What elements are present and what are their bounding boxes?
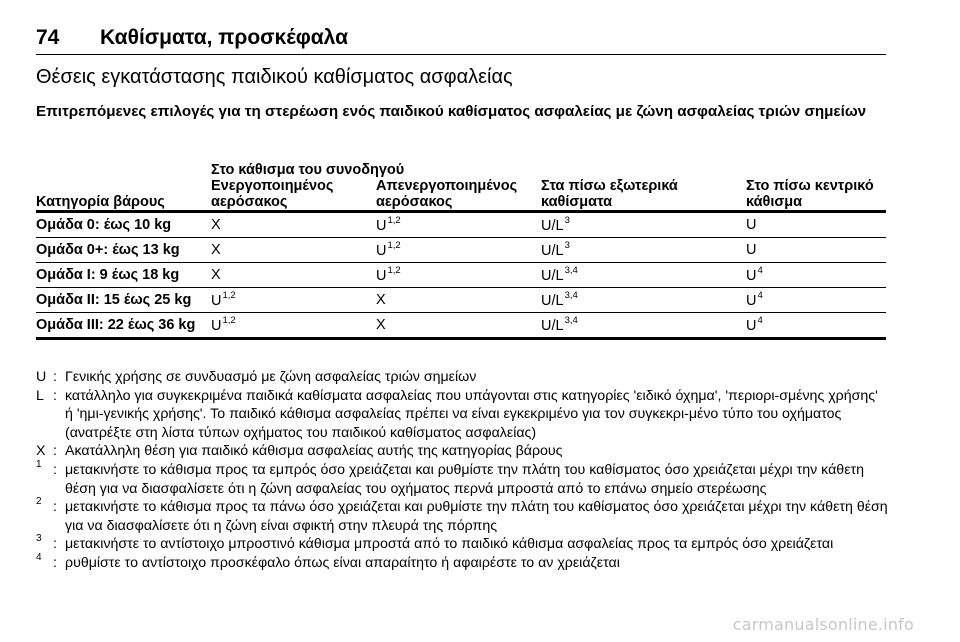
suitability-code: X bbox=[211, 242, 221, 258]
table-row bbox=[36, 313, 886, 339]
column-header: Ενεργοποιημένος αερόσακος bbox=[211, 178, 376, 212]
weight-category-cell: Ομάδα I: 9 έως 18 kg bbox=[36, 263, 211, 288]
suitability-cell bbox=[211, 313, 376, 339]
note-separator: : bbox=[53, 443, 57, 460]
note-separator: : bbox=[53, 369, 57, 385]
suitability-cell bbox=[541, 212, 746, 238]
footnote-ref: 4 bbox=[757, 315, 763, 327]
footnote-ref: 1,2 bbox=[387, 240, 401, 252]
suitability-code: U/L bbox=[541, 267, 564, 284]
column-header: Στο πίσω κεντρικό κάθισμα bbox=[746, 178, 886, 212]
header-rule bbox=[36, 54, 886, 55]
suitability-cell bbox=[211, 212, 376, 238]
legend-note bbox=[36, 535, 888, 554]
note-text: Ακατάλληλη θέση για παιδικό κάθισμα ασφαλείας αυτής της κατηγορίας βάρους bbox=[65, 443, 563, 460]
weight-category-cell: Ομάδα III: 22 έως 36 kg bbox=[36, 313, 211, 339]
child-seat-table bbox=[36, 150, 886, 340]
note-key: L bbox=[36, 387, 44, 404]
passenger-seat-group-header: Στο κάθισμα του συνοδηγού bbox=[211, 162, 405, 178]
watermark: carmanualsonline.info bbox=[732, 615, 914, 634]
footnote-ref: 4 bbox=[757, 290, 763, 302]
note-text: μετακινήστε το αντίστοιχο μπροστινό κάθισμα μπροστά από το παιδικό κάθισμα ασφαλείας προς τα εμπρός όσο χρειάζεται bbox=[65, 536, 834, 553]
suitability-cell bbox=[541, 238, 746, 263]
table-row bbox=[36, 238, 886, 263]
column-header: Στα πίσω εξωτερικά καθίσματα bbox=[541, 178, 746, 212]
suitability-code: U/L bbox=[541, 292, 564, 309]
footnote-ref: 4 bbox=[757, 265, 763, 277]
footnote-ref: 3,4 bbox=[564, 315, 578, 327]
note-text: Γενικής χρήσης σε συνδυασμό με ζώνη ασφαλείας τριών σημείων bbox=[65, 369, 477, 385]
suitability-cell bbox=[376, 238, 541, 263]
suitability-cell bbox=[376, 263, 541, 288]
suitability-code: U bbox=[376, 267, 387, 284]
footnote-ref: 3,4 bbox=[564, 265, 578, 277]
suitability-code: U bbox=[746, 267, 757, 284]
suitability-cell bbox=[746, 212, 886, 238]
suitability-cell bbox=[211, 238, 376, 263]
legend-note bbox=[36, 498, 888, 535]
column-headers bbox=[36, 178, 886, 212]
note-text: μετακινήστε το κάθισμα προς τα εμπρός όσο χρειάζεται και ρυθμίστε την πλάτη του καθίσματος όσο χρειάζεται μέχρι την κάθετη θέση για να διασφαλίσετε ότι η ζώνη ασφαλείας του οχήματος περνά μπροστά από το επάνω σημείο στερέωσης bbox=[65, 461, 865, 497]
table-row bbox=[36, 288, 886, 313]
suitability-cell bbox=[746, 263, 886, 288]
suitability-code: U bbox=[211, 292, 222, 309]
legend-note bbox=[36, 387, 888, 443]
footnote-ref: 3,4 bbox=[564, 290, 578, 302]
suitability-code: U bbox=[376, 217, 387, 234]
note-key: 3 bbox=[36, 533, 42, 545]
legend-note bbox=[36, 551, 888, 573]
suitability-code: U/L bbox=[541, 217, 564, 234]
footnote-ref: 3 bbox=[564, 215, 570, 227]
note-separator: : bbox=[53, 536, 57, 553]
section-title: Θέσεις εγκατάστασης παιδικού καθίσματος ασφαλείας bbox=[36, 66, 513, 88]
suitability-cell bbox=[376, 288, 541, 313]
suitability-cell bbox=[376, 313, 541, 339]
legend-note bbox=[36, 458, 888, 498]
suitability-code: X bbox=[211, 267, 221, 283]
note-key: X bbox=[36, 443, 46, 460]
note-key: 2 bbox=[36, 496, 42, 508]
legend-note bbox=[36, 442, 888, 461]
suitability-code: X bbox=[376, 317, 386, 333]
suitability-cell bbox=[746, 288, 886, 313]
suitability-cell bbox=[541, 313, 746, 339]
suitability-cell bbox=[211, 263, 376, 288]
suitability-cell bbox=[376, 212, 541, 238]
note-separator: : bbox=[53, 387, 57, 404]
table-row bbox=[36, 212, 886, 238]
page-number: 74 bbox=[36, 26, 60, 49]
footnote-ref: 1,2 bbox=[222, 290, 236, 302]
table-subtitle: Επιτρεπόμενες επιλογές για τη στερέωση ενός παιδικού καθίσματος ασφαλείας με ζώνη ασφαλείας τριών σημείων bbox=[36, 103, 867, 120]
note-text: μετακινήστε το κάθισμα προς τα πάνω όσο χρειάζεται και ρυθμίστε την πλάτη του καθίσματος όσο χρειάζεται μέχρι την κάθετη θέση για να διασφαλίσετε ότι η ζώνη είναι σφικτή στην πλευρά της πόρπης bbox=[65, 499, 888, 534]
suitability-code: U bbox=[746, 317, 757, 334]
suitability-cell bbox=[211, 288, 376, 313]
note-separator: : bbox=[53, 499, 57, 516]
suitability-code: U bbox=[746, 217, 757, 233]
note-key: 4 bbox=[36, 551, 42, 563]
weight-category-cell: Ομάδα 0: έως 10 kg bbox=[36, 212, 211, 238]
note-text: κατάλληλο για συγκεκριμένα παιδικά καθίσματα ασφαλείας που υπάγονται στις κατηγορίες 'ειδικό όχημα', 'περιορι-σμένης χρήσης' ή 'ημι-γενικής χρήσης'. Το παιδικό κάθισμα ασφαλείας πρέπει να είναι εγκεκριμένο για τον συγκεκρι-μένο τύπο του οχήματος (ανατρέξτε στη λίστα τύπων οχήματος του παιδικού καθίσματος ασφαλείας) bbox=[65, 387, 878, 441]
suitability-code: U/L bbox=[541, 242, 564, 259]
note-separator: : bbox=[53, 554, 57, 571]
suitability-code: X bbox=[211, 217, 221, 233]
suitability-code: U bbox=[746, 242, 757, 258]
legend-notes bbox=[36, 368, 888, 573]
suitability-cell bbox=[541, 263, 746, 288]
footnote-ref: 1,2 bbox=[222, 315, 236, 327]
weight-category-cell: Ομάδα 0+: έως 13 kg bbox=[36, 238, 211, 263]
legend-note bbox=[36, 368, 888, 387]
suitability-code: U/L bbox=[541, 317, 564, 334]
footnote-ref: 1,2 bbox=[387, 265, 401, 277]
note-text: ρυθμίστε το αντίστοιχο προσκέφαλο όπως είναι απαραίτητο ή αφαιρέστε το αν χρειάζεται bbox=[65, 554, 620, 571]
column-header: Απενεργοποιημένος αερόσακος bbox=[376, 178, 541, 212]
suitability-cell bbox=[746, 238, 886, 263]
table-row bbox=[36, 263, 886, 288]
suitability-code: U bbox=[211, 317, 222, 334]
suitability-code: U bbox=[376, 242, 387, 259]
page-header bbox=[36, 26, 886, 50]
suitability-cell bbox=[541, 288, 746, 313]
footnote-ref: 3 bbox=[564, 240, 570, 252]
note-key: U bbox=[36, 369, 47, 385]
chapter-title: Καθίσματα, προσκέφαλα bbox=[100, 26, 348, 49]
note-separator: : bbox=[53, 461, 57, 478]
column-header: Κατηγορία βάρους bbox=[36, 178, 211, 212]
suitability-code: U bbox=[746, 292, 757, 309]
note-key: 1 bbox=[36, 458, 42, 470]
suitability-code: X bbox=[376, 292, 386, 308]
footnote-ref: 1,2 bbox=[387, 215, 401, 227]
weight-category-cell: Ομάδα II: 15 έως 25 kg bbox=[36, 288, 211, 313]
suitability-cell bbox=[746, 313, 886, 339]
